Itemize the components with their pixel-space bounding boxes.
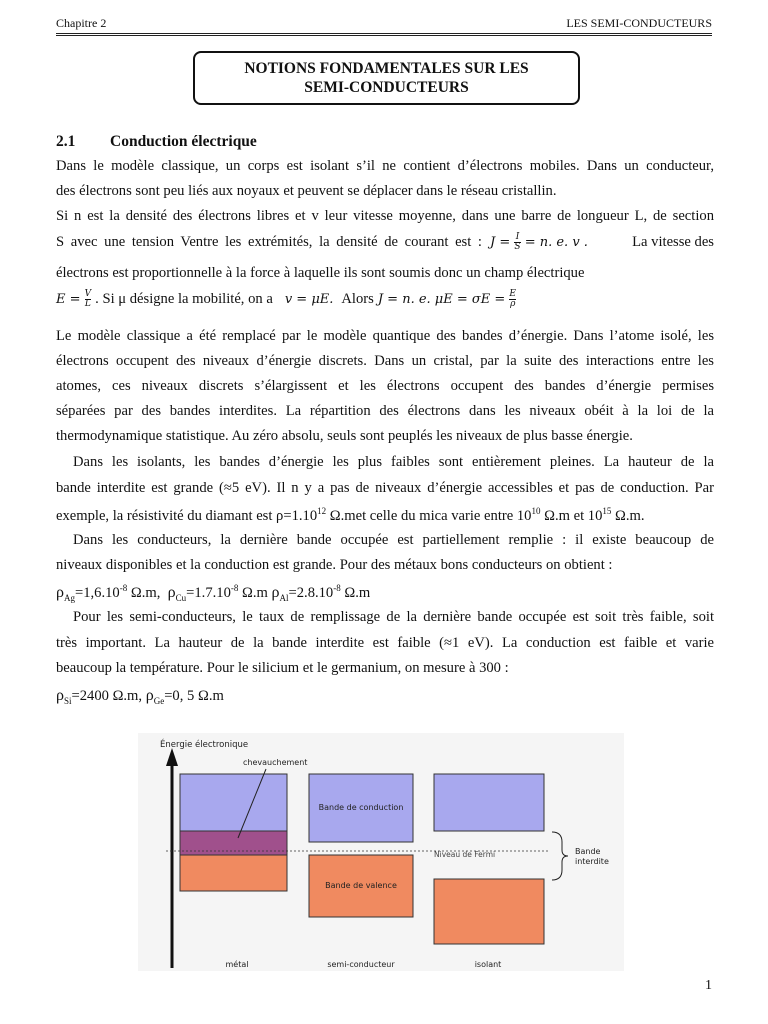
denominator: S [514, 242, 521, 252]
paragraph-line: Le modèle classique a été remplacé par le modèle quantique des bandes d’énergie. Dans l’atome isolé, les [56, 328, 714, 344]
denominator: L [84, 299, 91, 309]
conduction-band-label: Bande de conduction [318, 803, 404, 812]
title-line-2: SEMI-CONDUCTEURS [304, 79, 469, 96]
numerator: V [84, 289, 92, 299]
rho-symbol: ρ [167, 583, 176, 601]
paragraph-line: Pour les semi-conducteurs, le taux de remplissage de la dernière bande occupée est soit très faible, soit [73, 609, 714, 625]
paragraph-line: bande interdite est grande (≈5 eV). Il n y a pas de niveaux d’énergie accessibles et pas de conduction. Par [56, 480, 714, 496]
paragraph-line: Dans les isolants, les bandes d’énergie les plus faibles sont entièrement pleines. La hauteur de la [73, 454, 714, 470]
overlap-label: chevauchement [243, 758, 308, 767]
category-insulator: isolant [474, 960, 502, 969]
text-segment: =0, 5 Ω.m [164, 688, 224, 704]
subscript: Si [63, 695, 72, 706]
section-title: Conduction électrique [110, 133, 257, 150]
text-segment: . Si μ désigne la mobilité, on a [95, 291, 273, 307]
metal-overlap-region [180, 831, 287, 855]
text-segment: La vitesse des [632, 234, 714, 250]
formula-part: E = [56, 292, 81, 307]
header-chapter: Chapitre 2 [56, 16, 107, 30]
metal-valence-band [180, 855, 287, 891]
paragraph-line: électrons occupent des niveaux d’énergie discrets. Dans un cristal, par la suite des interactions entre les [56, 353, 714, 369]
insulator-valence-band [434, 879, 544, 944]
exponent: 12 [317, 506, 327, 516]
paragraph-line: Si n est la densité des électrons libres et v leur vitesse moyenne, dans une barre de longueur L, de section [56, 208, 714, 224]
metal-conduction-band [180, 774, 287, 831]
rho-symbol: ρ [145, 687, 154, 704]
paragraph-line: thermodynamique statistique. Au zéro absolu, seuls sont peuplés les niveaux de plus basse énergie. [56, 428, 633, 444]
formula-part: = n. e. v . [524, 235, 588, 250]
text-segment: Ω.m [340, 584, 371, 601]
paragraph-line: séparées par des bandes interdites. La répartition des électrons dans les niveaux obéit à la loi de la [56, 403, 714, 419]
text-segment: =2400 Ω.m, [71, 688, 146, 704]
text-segment: =1.7.10 [186, 584, 231, 601]
fermi-level-label: Niveau de Fermi [434, 850, 496, 859]
text-segment: =1,6.10 [74, 584, 120, 601]
exponent: 10 [531, 506, 541, 516]
energy-axis-label: Énergie électronique [160, 740, 249, 750]
text-segment: Ω.m. [611, 507, 645, 524]
paragraph-line: Dans le modèle classique, un corps est isolant s’il ne contient d’électrons mobiles. Dans un conducteur, [56, 158, 714, 174]
text-segment: Ω.m, [127, 584, 168, 601]
denominator: ρ [510, 299, 516, 309]
text-segment: =2.8.10 [288, 584, 334, 601]
paragraph-line: Dans les conducteurs, la dernière bande occupée est partiellement remplie : il existe beaucoup de [73, 532, 714, 548]
rho-symbol: ρ [271, 583, 280, 601]
paragraph-line: atomes, ces niveaux discrets s’élargissent et les électrons occupent des bandes d’énergie permises [56, 378, 714, 394]
subscript: Cu [175, 592, 187, 603]
section-number: 2.1 [56, 133, 76, 150]
paragraph-line: beaucoup la température. Pour le silicium et le germanium, on mesure à 300 : [56, 660, 509, 676]
formula-v: v = μE. [284, 292, 334, 307]
title-line-1: NOTIONS FONDAMENTALES SUR LES [244, 60, 529, 77]
formula-part: J = [490, 235, 511, 250]
category-semiconductor: semi-conducteur [327, 960, 395, 969]
exponent: -8 [333, 583, 341, 593]
category-metal: métal [225, 960, 249, 969]
text-segment: S avec une tension Ventre les extrémités, la densité de courant est : [56, 234, 482, 250]
exponent: -8 [230, 583, 239, 593]
rho-symbol: ρ [56, 687, 64, 704]
exponent: 15 [602, 506, 612, 516]
numerator: I [515, 232, 520, 242]
text-segment: Ω.m et 10 [540, 507, 603, 524]
subscript: Ag [63, 592, 75, 603]
paragraph-line: très important. La hauteur de la bande interdite est faible (≈1 eV). La conduction est faible et varie [56, 635, 714, 651]
text-segment: Ω.m [238, 584, 272, 601]
paragraph-line: des électrons sont peu liés aux noyaux et peuvent se déplacer dans le réseau cristallin. [56, 183, 557, 199]
subscript: Ge [153, 695, 165, 706]
band-gap-label-1: Bande [575, 847, 601, 856]
band-gap-label-2: interdite [575, 857, 609, 866]
text-segment: exemple, la résistivité du diamant est ρ=1.10 [56, 507, 318, 524]
exponent: -8 [119, 583, 128, 593]
header-subject: LES SEMI-CONDUCTEURS [566, 16, 712, 30]
numerator: E [509, 289, 516, 299]
insulator-conduction-band [434, 774, 544, 831]
page-number: 1 [705, 978, 712, 993]
valence-band-label: Bande de valence [325, 881, 397, 890]
rho-symbol: ρ [56, 583, 64, 601]
paragraph-line: électrons est proportionnelle à la force à laquelle ils sont soumis donc un champ électrique [56, 265, 585, 281]
formula-part: J = n. e. μE = σE = [377, 292, 506, 307]
text-segment: Ω.met celle du mica varie entre 10 [326, 507, 532, 524]
subscript: Al [279, 592, 289, 603]
text-segment: Alors [341, 291, 374, 307]
paragraph-line: niveaux disponibles et la conduction est grande. Pour des métaux bons conducteurs on obtient : [56, 557, 613, 573]
